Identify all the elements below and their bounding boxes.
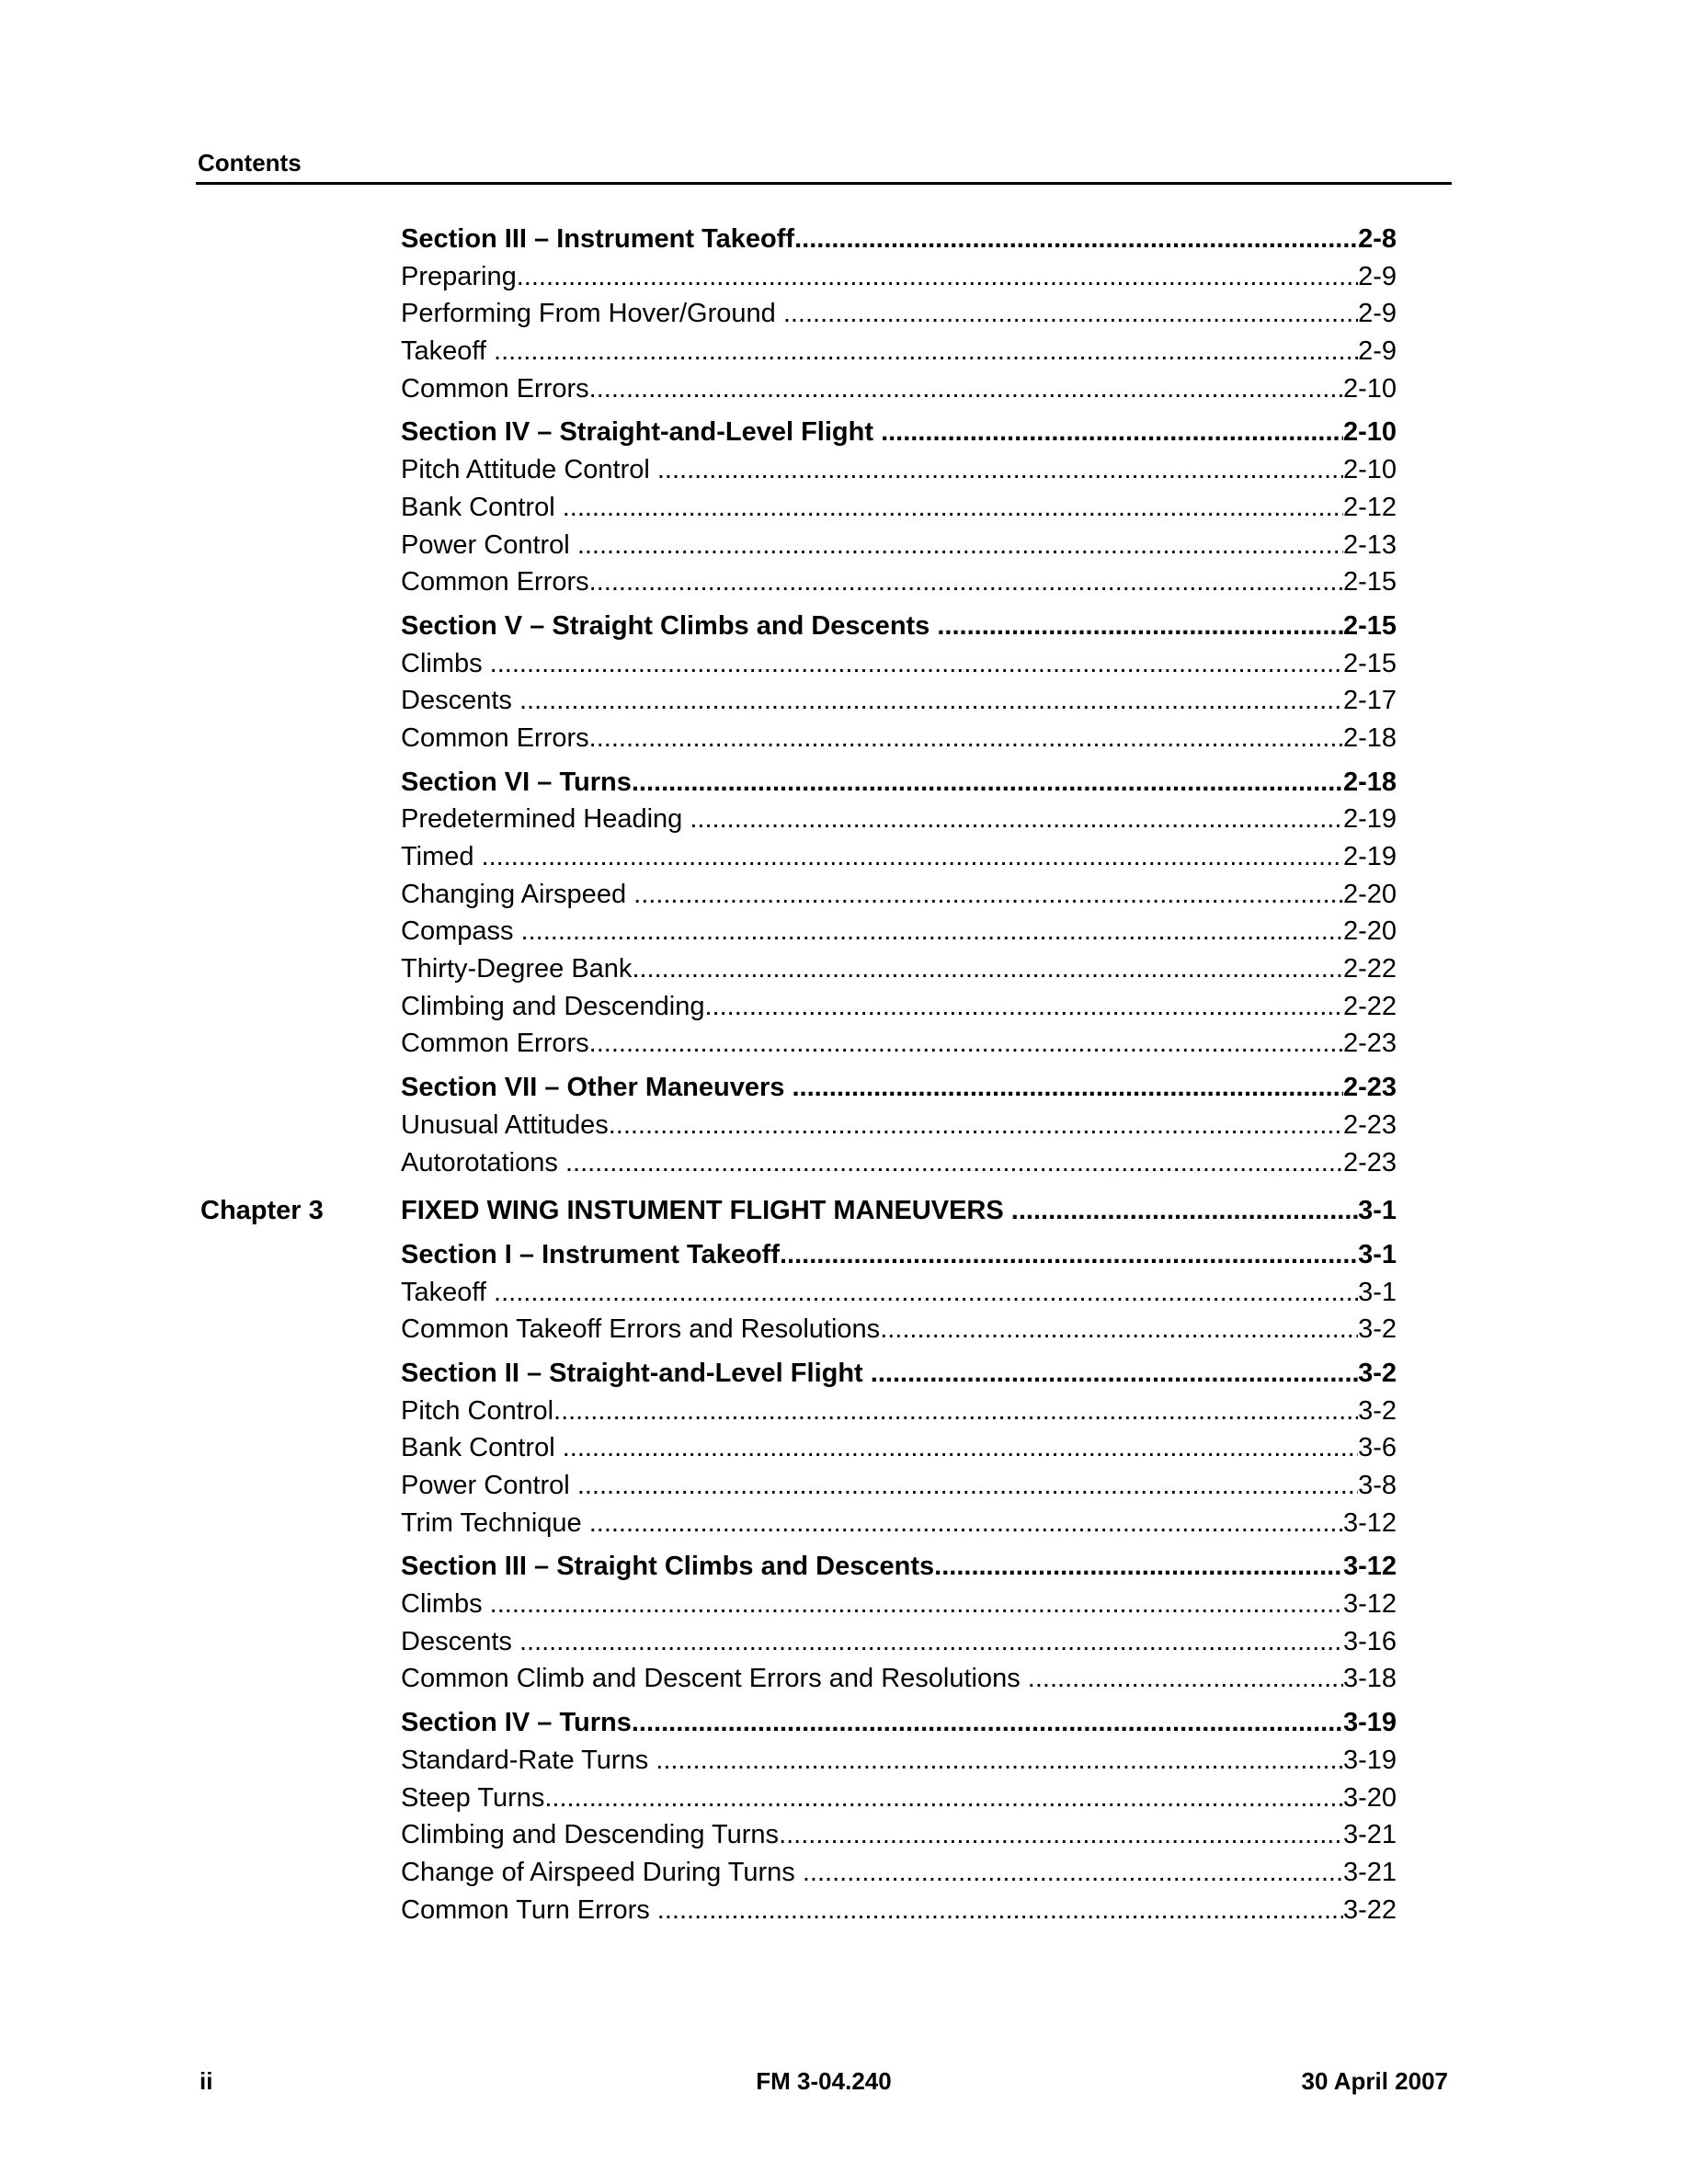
toc-entry	[401, 1742, 1397, 1780]
toc-page-number: 2-19	[1342, 804, 1397, 835]
toc-page-number: 3-2	[1358, 1395, 1397, 1426]
toc-entry	[401, 682, 1397, 720]
toc-entry-title: Pitch Attitude Control	[401, 455, 657, 485]
toc-section-row	[0, 414, 1688, 451]
footer-page-number: ii	[200, 2067, 213, 2095]
toc-entry	[401, 1144, 1397, 1182]
toc-entry-row	[0, 1144, 1688, 1182]
toc-dot-leader	[632, 764, 1343, 802]
toc-page-number: 3-21	[1342, 1857, 1397, 1887]
toc-entry-row	[0, 1025, 1688, 1063]
toc-dot-leader	[494, 1274, 1358, 1312]
toc-dot-leader	[704, 988, 1342, 1026]
toc-dot-leader	[937, 608, 1343, 645]
toc-page-number: 3-16	[1342, 1626, 1397, 1656]
toc-entry-row	[0, 1586, 1688, 1623]
toc-page-number: 3-6	[1358, 1433, 1397, 1463]
toc-page-number: 3-2	[1358, 1314, 1397, 1345]
toc-section-row	[0, 764, 1688, 802]
toc-dot-leader	[490, 645, 1343, 683]
toc-dot-leader	[519, 1623, 1343, 1661]
toc-entry-title: Section VI – Turns	[401, 767, 632, 797]
toc-entry-title: Timed	[401, 842, 482, 871]
toc-page-number: 2-9	[1358, 261, 1397, 291]
toc-entry	[401, 563, 1397, 601]
toc-entry-row	[0, 527, 1688, 564]
toc-dot-leader	[656, 1742, 1343, 1780]
toc-entry-row	[0, 682, 1688, 720]
toc-page-number: 3-1	[1358, 1196, 1397, 1226]
toc-entry	[401, 913, 1397, 950]
toc-entry-title: Takeoff	[401, 336, 495, 367]
toc-dot-leader	[657, 1892, 1343, 1929]
toc-entry	[401, 876, 1397, 914]
toc-entry	[401, 451, 1397, 489]
toc-dot-leader	[577, 1467, 1358, 1505]
toc-entry-title: Section V – Straight Climbs and Descents	[401, 610, 938, 641]
toc-dot-leader	[880, 1311, 1358, 1348]
toc-dot-leader	[482, 838, 1343, 876]
toc-page-number: 2-20	[1342, 916, 1397, 947]
toc-page-number: 2-15	[1342, 648, 1397, 678]
toc-entry-row	[0, 913, 1688, 950]
toc-dot-leader	[792, 1069, 1342, 1107]
toc-entry	[401, 1069, 1397, 1107]
toc-section-row	[0, 1355, 1688, 1393]
toc-entry-row	[0, 876, 1688, 914]
toc-entry	[401, 1816, 1397, 1854]
toc-entry-title: Common Errors	[401, 722, 589, 753]
toc-entry-title: Autorotations	[401, 1147, 565, 1177]
toc-entry-row	[0, 1107, 1688, 1144]
toc-entry-title: Descents	[401, 686, 519, 716]
toc-entry	[401, 414, 1397, 451]
toc-dot-leader	[565, 1144, 1343, 1182]
toc-page-number: 3-20	[1342, 1782, 1397, 1813]
running-header-title: Contents	[198, 149, 302, 176]
toc-entry-title: Steep Turns	[401, 1782, 545, 1813]
footer-date: 30 April 2007	[1301, 2067, 1448, 2095]
toc-entry	[401, 608, 1397, 645]
toc-page-number: 2-23	[1342, 1029, 1397, 1059]
page-footer	[196, 2067, 1452, 2099]
toc-entry-title: Section I – Instrument Takeoff	[401, 1239, 780, 1269]
toc-entry	[401, 1107, 1397, 1144]
toc-entry-title: Common Errors	[401, 1029, 589, 1059]
toc-entry-row	[0, 1742, 1688, 1780]
toc-entry-title: Standard-Rate Turns	[401, 1745, 656, 1775]
toc-dot-leader	[589, 1505, 1343, 1542]
toc-entry-title: Section VII – Other Maneuvers	[401, 1073, 793, 1103]
toc-entry	[401, 295, 1397, 333]
toc-entry-title: Power Control	[401, 1471, 577, 1500]
toc-entry-title: Preparing	[401, 261, 517, 291]
toc-entry-title: Predetermined Heading	[401, 804, 690, 835]
toc-entry	[401, 838, 1397, 876]
toc-entry	[401, 1548, 1397, 1586]
toc-entry	[401, 370, 1397, 408]
toc-entry-row	[0, 1274, 1688, 1312]
toc-page-number: 3-18	[1342, 1664, 1397, 1694]
toc-dot-leader	[589, 1025, 1343, 1063]
toc-entry-row	[0, 1505, 1688, 1542]
toc-entry-title: Common Errors	[401, 373, 589, 404]
toc-page-number: 2-9	[1358, 299, 1397, 329]
toc-entry	[401, 527, 1397, 564]
toc-entry	[401, 1780, 1397, 1817]
toc-entry	[401, 1704, 1397, 1742]
toc-entry-title: Pitch Control	[401, 1395, 554, 1426]
toc-dot-leader	[690, 801, 1343, 838]
toc-page-number: 2-22	[1342, 991, 1397, 1021]
toc-entry-title: Change of Airspeed During Turns	[401, 1857, 803, 1887]
toc-dot-leader	[794, 221, 1358, 258]
toc-entry-row	[0, 1660, 1688, 1698]
toc-dot-leader	[553, 1393, 1358, 1430]
toc-page-number: 2-10	[1342, 417, 1397, 448]
toc-entry-title: Climbing and Descending Turns	[401, 1820, 780, 1850]
toc-dot-leader	[609, 1107, 1343, 1144]
table-of-contents	[0, 214, 1688, 1928]
toc-page-number: 2-18	[1342, 767, 1397, 797]
toc-entry-title: Takeoff	[401, 1277, 495, 1307]
toc-entry-row	[0, 1623, 1688, 1661]
toc-entry	[401, 1660, 1397, 1698]
toc-page-number: 2-17	[1342, 686, 1397, 716]
toc-page-number: 2-15	[1342, 567, 1397, 597]
toc-page-number: 3-1	[1358, 1277, 1397, 1307]
toc-page-number: 3-12	[1342, 1507, 1397, 1538]
footer-document-id: FM 3-04.240	[756, 2067, 892, 2095]
toc-entry-title: Bank Control	[401, 492, 563, 522]
toc-entry-row	[0, 1816, 1688, 1854]
toc-dot-leader	[632, 1704, 1343, 1742]
toc-entry-row	[0, 451, 1688, 489]
toc-entry	[401, 1274, 1397, 1312]
toc-entry-row	[0, 1393, 1688, 1430]
toc-entry-title: Section III – Instrument Takeoff	[401, 224, 795, 254]
toc-entry-title: Common Takeoff Errors and Resolutions	[401, 1314, 881, 1345]
toc-entry-row	[0, 645, 1688, 683]
toc-entry	[401, 489, 1397, 527]
toc-page-number: 3-19	[1342, 1708, 1397, 1738]
toc-entry-title: Section IV – Straight-and-Level Flight	[401, 417, 882, 448]
toc-entry-row	[0, 988, 1688, 1026]
toc-entry-row	[0, 950, 1688, 988]
toc-dot-leader	[871, 1355, 1358, 1393]
toc-entry	[401, 1854, 1397, 1892]
toc-page-number: 2-19	[1342, 842, 1397, 871]
toc-entry-title: Performing From Hover/Ground	[401, 299, 783, 329]
toc-entry-title: Section III – Straight Climbs and Descents	[401, 1552, 935, 1582]
toc-entry-row	[0, 1854, 1688, 1892]
toc-entry-row	[0, 563, 1688, 601]
toc-section-row	[0, 1069, 1688, 1107]
toc-dot-leader	[1011, 1192, 1358, 1230]
toc-dot-leader	[657, 451, 1343, 489]
toc-page-number: 3-21	[1342, 1820, 1397, 1850]
toc-section-row	[0, 608, 1688, 645]
toc-entry-row	[0, 370, 1688, 408]
toc-entry	[401, 1393, 1397, 1430]
toc-entry	[401, 1429, 1397, 1467]
toc-entry-title: Changing Airspeed	[401, 879, 634, 909]
toc-entry-title: Descents	[401, 1626, 519, 1656]
toc-entry-title: Climbing and Descending	[401, 991, 705, 1021]
toc-dot-leader	[577, 527, 1343, 564]
toc-page-number: 2-10	[1342, 373, 1397, 404]
toc-entry-title: Section IV – Turns	[401, 1708, 632, 1738]
toc-page-number: 3-8	[1358, 1471, 1397, 1500]
toc-entry	[401, 1355, 1397, 1393]
toc-entry	[401, 950, 1397, 988]
toc-entry-row	[0, 295, 1688, 333]
toc-dot-leader	[494, 333, 1358, 370]
toc-dot-leader	[490, 1586, 1343, 1623]
toc-entry-row	[0, 1780, 1688, 1817]
running-header	[196, 147, 1452, 185]
toc-dot-leader	[780, 1236, 1358, 1274]
toc-section-row	[0, 1236, 1688, 1274]
toc-entry-title: FIXED WING INSTUMENT FLIGHT MANEUVERS	[401, 1196, 1011, 1226]
toc-entry-title: Common Errors	[401, 567, 589, 597]
toc-page-number: 2-18	[1342, 722, 1397, 753]
toc-dot-leader	[589, 720, 1343, 757]
toc-section-row	[0, 1548, 1688, 1586]
toc-entry-title: Section II – Straight-and-Level Flight	[401, 1358, 871, 1388]
toc-entry	[401, 333, 1397, 370]
toc-page-number: 2-10	[1342, 455, 1397, 485]
toc-entry	[401, 645, 1397, 683]
toc-entry	[401, 1892, 1397, 1929]
toc-entry-title: Climbs	[401, 1589, 490, 1620]
toc-entry	[401, 988, 1397, 1026]
toc-page-number: 3-19	[1342, 1745, 1397, 1775]
toc-entry-row	[0, 801, 1688, 838]
toc-dot-leader	[589, 563, 1343, 601]
toc-entry-row	[0, 838, 1688, 876]
toc-dot-leader	[589, 370, 1343, 408]
toc-page-number: 2-12	[1342, 492, 1397, 522]
toc-chapter-row	[0, 1192, 1688, 1230]
toc-page-number: 2-22	[1342, 954, 1397, 984]
toc-page-number: 2-23	[1342, 1073, 1397, 1103]
toc-entry-row	[0, 333, 1688, 370]
toc-dot-leader	[1028, 1660, 1343, 1698]
toc-page-number: 3-12	[1342, 1589, 1397, 1620]
toc-page-number: 2-8	[1358, 224, 1397, 254]
toc-entry-row	[0, 1311, 1688, 1348]
toc-page-number: 3-1	[1358, 1239, 1397, 1269]
toc-entry	[401, 1586, 1397, 1623]
toc-entry	[401, 764, 1397, 802]
toc-dot-leader	[563, 1429, 1358, 1467]
toc-dot-leader	[934, 1548, 1343, 1586]
toc-page-number: 3-22	[1342, 1894, 1397, 1925]
toc-page-number: 2-13	[1342, 529, 1397, 560]
toc-entry	[401, 720, 1397, 757]
toc-entry-row	[0, 1892, 1688, 1929]
toc-entry	[401, 1236, 1397, 1274]
toc-entry-title: Thirty-Degree Bank	[401, 954, 633, 984]
toc-page-number: 3-12	[1342, 1552, 1397, 1582]
toc-entry-title: Climbs	[401, 648, 490, 678]
toc-entry-title: Common Climb and Descent Errors and Resolutions	[401, 1664, 1028, 1694]
toc-entry	[401, 1025, 1397, 1063]
toc-page-number: 3-2	[1358, 1358, 1397, 1388]
toc-dot-leader	[521, 913, 1343, 950]
toc-entry-title: Compass	[401, 916, 521, 947]
toc-entry	[401, 1467, 1397, 1505]
toc-entry-title: Unusual Attitudes	[401, 1109, 609, 1140]
toc-page-number: 2-23	[1342, 1109, 1397, 1140]
toc-dot-leader	[779, 1816, 1343, 1854]
toc-section-row	[0, 1704, 1688, 1742]
toc-entry-row	[0, 720, 1688, 757]
toc-dot-leader	[544, 1780, 1343, 1817]
toc-entry-row	[0, 1429, 1688, 1467]
toc-entry-row	[0, 489, 1688, 527]
toc-entry	[401, 801, 1397, 838]
toc-entry-title: Trim Technique	[401, 1507, 589, 1538]
toc-entry-row	[0, 258, 1688, 296]
toc-entry-title: Common Turn Errors	[401, 1894, 657, 1925]
toc-entry-title: Power Control	[401, 529, 577, 560]
toc-entry	[401, 1192, 1397, 1230]
toc-dot-leader	[803, 1854, 1343, 1892]
toc-chapter-label: Chapter 3	[200, 1196, 324, 1226]
toc-page-number: 2-20	[1342, 879, 1397, 909]
toc-entry	[401, 1623, 1397, 1661]
toc-page-number: 2-15	[1342, 610, 1397, 641]
toc-page-number: 2-9	[1358, 336, 1397, 367]
toc-dot-leader	[881, 414, 1343, 451]
toc-entry	[401, 1505, 1397, 1542]
toc-entry	[401, 258, 1397, 296]
toc-dot-leader	[519, 682, 1343, 720]
toc-entry-title: Bank Control	[401, 1433, 563, 1463]
toc-dot-leader	[633, 876, 1343, 914]
toc-section-row	[0, 221, 1688, 258]
toc-dot-leader	[632, 950, 1343, 988]
toc-dot-leader	[517, 258, 1358, 296]
toc-entry-row	[0, 1467, 1688, 1505]
toc-dot-leader	[783, 295, 1358, 333]
toc-entry	[401, 221, 1397, 258]
toc-entry	[401, 1311, 1397, 1348]
toc-dot-leader	[563, 489, 1343, 527]
toc-page-number: 2-23	[1342, 1147, 1397, 1177]
